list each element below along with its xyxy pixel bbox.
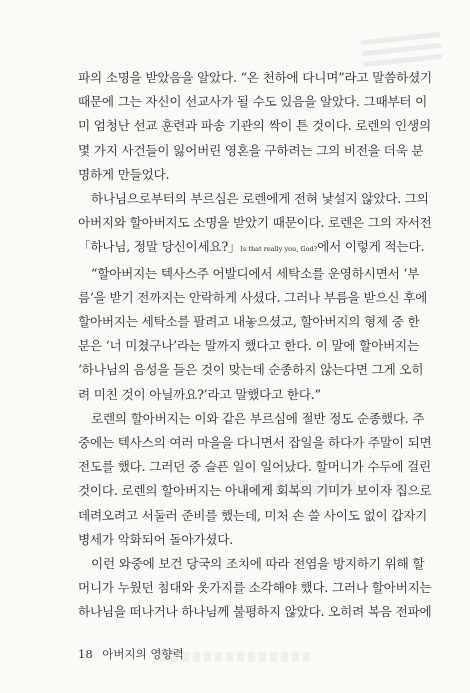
running-title: 아버지의 영향력 [102, 647, 184, 661]
text-line: 때문에 그는 자신이 선교사가 될 수도 있음을 알았다. 그때부터 이 [78, 94, 428, 110]
text-line: 아버지와 할아버지도 소명을 받았기 때문이다. 로렌은 그의 자서전 [78, 215, 432, 231]
paragraph-2 [78, 187, 432, 262]
text-line: 하나님을 떠나거나 하나님께 불평하지 않았다. 오히려 복음 전파에 [78, 604, 432, 620]
page-footer [78, 646, 184, 662]
book-title-korean: 「하나님, 정말 당신이세요?」 [78, 239, 241, 255]
text-line: 할아버지는 세탁소를 팔려고 내놓으셨고, 할아버지의 형제 중 한 [78, 314, 420, 330]
text-line-with-title [78, 235, 425, 261]
text-line: 분은 ‘너 미쳤구나’라는 말까지 했다고 한다. 이 말에 할아버지는 [78, 338, 419, 354]
text-line: 머니가 누웠던 침대와 옷가지를 소각해야 했다. 그러나 할아버지는 [78, 580, 432, 596]
text-line: ‘하나님의 음성을 들은 것이 맞는데 순종하지 않는다면 그게 오히 [78, 362, 424, 378]
paragraph-4 [78, 407, 432, 552]
text-line: 몇 가지 사건들이 잃어버린 영혼을 구하려는 그의 비전을 더욱 분 [78, 142, 424, 158]
text-line: 파의 소명을 받았음을 알았다. “온 천하에 다니며”라고 말씀하셨기 [78, 70, 433, 85]
text-line: 명하게 만들었다. [78, 166, 170, 182]
text-line: 이런 와중에 보건 당국의 조치에 따라 전염을 방지하기 위해 할 [91, 556, 425, 572]
text-line: 려 미친 것이 아닐까요?’라고 말했다고 한다.” [78, 386, 321, 402]
book-title-suffix: 에서 이렇게 적는다. [317, 239, 425, 255]
text-line: 것이다. 로렌의 할아버지는 아내에게 회복의 기미가 보이자 집으로 [78, 483, 432, 499]
body-text [78, 66, 433, 625]
text-line: 전도를 했다. 그러던 중 슬픈 일이 일어났다. 할머니가 수두에 걸린 [78, 459, 431, 475]
text-line: 중에는 텍사스의 여러 마을을 다니면서 잡일을 하다가 주말이 되면 [78, 435, 432, 451]
book-title-english: Is that really you, God? [240, 245, 318, 254]
paragraph-5 [78, 552, 432, 625]
text-line: 름’을 받기 전까지는 안락하게 사셨다. 그러나 부름을 받으신 후에 [78, 289, 428, 305]
paragraph-1 [78, 66, 433, 187]
text-line: 하나님으로부터의 부르심은 로렌에게 전혀 낯설지 않았다. 그의 [91, 191, 429, 207]
text-line: “할아버지는 텍사스주 어발디에서 세탁소를 운영하시면서 ‘부 [91, 265, 420, 281]
text-line: 로렌의 할아버지는 이와 같은 부르심에 절반 정도 순종했다. 주 [91, 410, 425, 426]
text-line: 미 엄청난 선교 훈련과 파송 기관의 싹이 튼 것이다. 로렌의 인생의 [78, 118, 431, 134]
text-line: 데려오려고 서둘러 준비를 했는데, 미처 손 쓸 사이도 없이 갑자기 [78, 507, 428, 523]
page-number: 18 [78, 647, 93, 661]
paragraph-3-quote [78, 262, 428, 407]
text-line: 병세가 악화되어 돌아가셨다. [78, 531, 233, 547]
